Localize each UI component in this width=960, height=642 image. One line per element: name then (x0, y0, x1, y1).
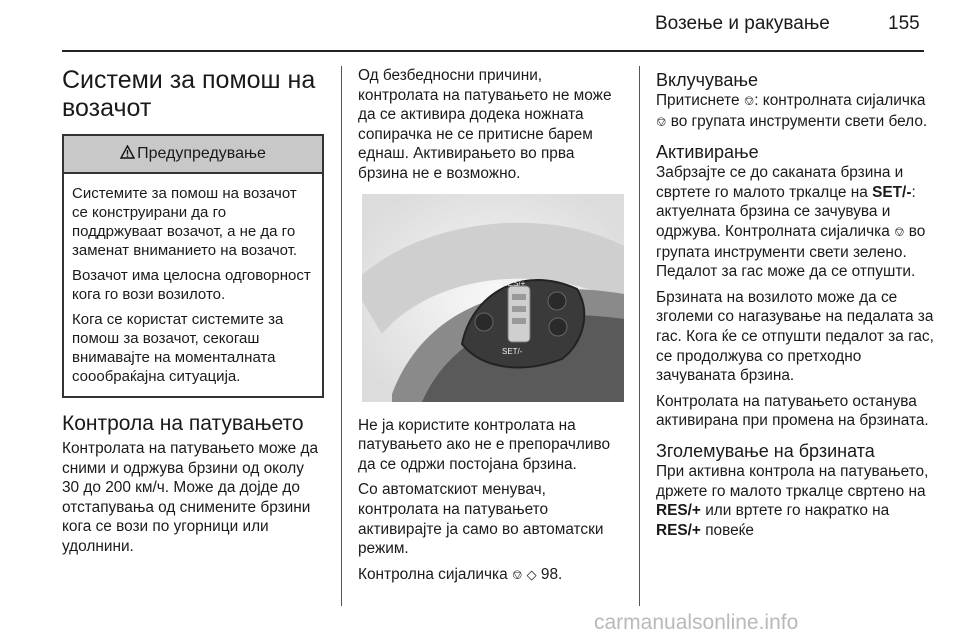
cruise-control-heading: Контрола на патувањето (62, 412, 304, 435)
header-rule (62, 50, 924, 52)
text: : актуелната брзина се зачувува и одржува. Контролната сијаличка (656, 183, 916, 240)
text: Забрзајте се до саканата брзина и свртете го малото тркалце на (656, 164, 904, 201)
text: Притиснете (656, 92, 740, 109)
warning-label: Предупредување (137, 145, 266, 162)
warning-text: Кога се користат системите за помош за возачот, секогаш внимавајте на моменталната соообраќајна ситуација. (72, 311, 284, 385)
ref-text: Контролна сијаличка (358, 565, 508, 583)
column-2 (358, 66, 626, 591)
set-label: SET/- (502, 346, 523, 356)
text: во групата инструменти свети бело. (670, 112, 928, 130)
switch-on-heading: Вклучување (656, 70, 758, 90)
paragraph: Контролата на патувањето останува активирана при промена на брзината. (656, 392, 929, 430)
set-label: SET/- (872, 183, 912, 201)
steering-wheel-photo (362, 194, 624, 402)
increase-speed-heading: Зголемување на брзината (656, 440, 875, 461)
warning-box (62, 134, 324, 398)
column-divider (639, 66, 640, 606)
column-1 (62, 66, 324, 563)
paragraph (358, 565, 626, 586)
page-number: 155 (888, 13, 920, 34)
cruise-indicator-icon: ⎊ (511, 567, 523, 583)
paragraph (656, 91, 938, 132)
page-ref: 98. (540, 565, 563, 583)
column-divider (341, 66, 342, 606)
watermark: carmanualsonline.info (594, 611, 799, 634)
text: повеќе (705, 521, 754, 539)
page-reference-icon: ◇ (526, 567, 537, 583)
res-label: RES/+ (656, 521, 701, 539)
warning-text: Системите за помош на возачот се конструирани да го поддржуваат возачот, а не да го заменат вниманието на возачот. (72, 185, 298, 259)
cruise-indicator-icon: ⎊ (894, 224, 905, 240)
page-header-title: Возење и ракување (655, 13, 830, 34)
text: во групата инструменти свети зелено. Педалот за гас може да се отпушти. (656, 222, 926, 281)
paragraph: Од безбедносни причини, контролата на патувањето не може да се активира додека ножната сопирачка не се притисне барем еднаш. Активирањето во прва брзина не е возможно. (358, 67, 612, 182)
paragraph: Со автоматскиот менувач, контролата на патувањето активирајте ја само во автоматски режим. (358, 481, 604, 558)
res-label: RES/+ (656, 502, 701, 520)
paragraph: Брзината на возилото може да се зголеми со нагазување на педалата за гас. Кога ќе се отпушти педалот за гас, се продолжува со претходно зачуваната брзина. (656, 288, 934, 385)
text: При активна контрола на патувањето, држете го малото тркалце свртено на (656, 462, 929, 500)
section-title: Системи за помош на возачот (62, 66, 316, 122)
cruise-control-icon: ⎊ (743, 94, 755, 109)
warning-body (64, 174, 322, 396)
paragraph (656, 163, 938, 282)
warning-text: Возачот има целосна одговорност кога го вози возилото. (72, 267, 311, 303)
activation-heading: Активирање (656, 142, 759, 163)
res-label: RES/+ (502, 278, 526, 288)
cruise-control-text: Контролата на патувањето може да сними и одржува брзини од околу 30 до 200 км/ч. Може да дојде до отстапувања од снимените брзини кога се вози по угорници или удолнини. (62, 440, 319, 555)
warning-header (64, 136, 322, 174)
paragraph (656, 462, 938, 540)
text: или вртете го накратко на (705, 502, 890, 520)
column-3 (656, 66, 938, 546)
text: : контролната сијаличка (754, 92, 926, 109)
warning-triangle-icon (120, 145, 135, 163)
cruise-indicator-icon: ⎊ (656, 114, 667, 130)
paragraph: Не ја користите контролата на патувањето ако не е препорачливо да се одржи постојана брзина. (358, 416, 611, 473)
